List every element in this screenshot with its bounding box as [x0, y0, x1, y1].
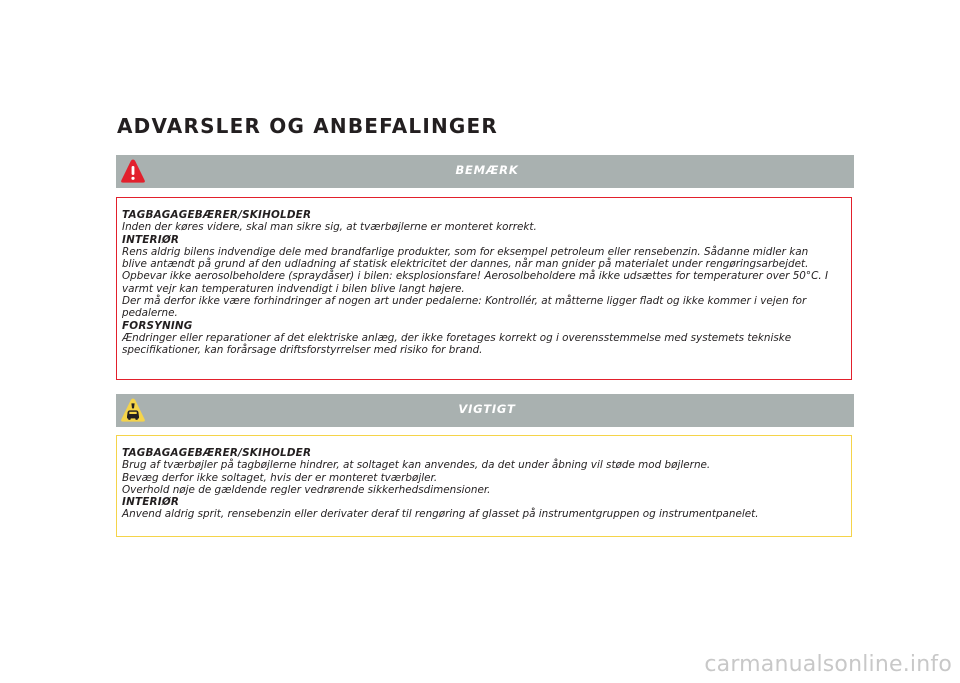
watermark: carmanualsonline.info — [704, 652, 952, 677]
paragraph-line: blive antændt på grund af den udladning af statisk elektricitet der dannes, når man gnider på materialet under rengøringsarbejdet. — [122, 258, 809, 271]
note-box-header — [116, 155, 854, 188]
paragraph-line: pedalerne. — [122, 307, 178, 320]
section-heading: FORSYNING — [122, 319, 193, 332]
section-heading: TAGBAGAGEBÆRER/SKIHOLDER — [122, 447, 312, 459]
paragraph-line: Der må derfor ikke være forhindringer af nogen art under pedalerne: Kontrollér, at måtterne ligger fladt og ikke kommer i vejen for — [122, 295, 807, 308]
paragraph-line: Rens aldrig bilens indvendige dele med brandfarlige produkter, som for eksempel petroleum eller rensebenzin. Sådanne midler kan — [122, 245, 809, 258]
important-box-body — [116, 435, 852, 537]
paragraph-line: Inden der køres videre, skal man sikre sig, at tværbøjlerne er monteret korrekt. — [122, 221, 537, 234]
paragraph-line: Ændringer eller reparationer af det elektriske anlæg, der ikke foretages korrekt og i overensstemmelse med systemets tekniske — [122, 331, 792, 344]
section-heading: INTERIØR — [122, 233, 180, 246]
paragraph-line: Overhold nøje de gældende regler vedrørende sikkerhedsdimensioner. — [122, 483, 491, 496]
paragraph-line: specifikationer, kan forårsage driftsforstyrrelser med risiko for brand. — [122, 344, 483, 357]
page-title: ADVARSLER OG ANBEFALINGER — [117, 114, 499, 138]
note-box-title: BEMÆRK — [455, 163, 519, 177]
paragraph-line: Bevæg derfor ikke soltaget, hvis der er monteret tværbøjler. — [122, 471, 438, 484]
important-box-header — [116, 394, 854, 427]
paragraph-line: Anvend aldrig sprit, rensebenzin eller derivater deraf til rengøring af glasset på instrumentgruppen og instrumentpanelet. — [122, 508, 759, 521]
section-heading: TAGBAGAGEBÆRER/SKIHOLDER — [122, 209, 312, 221]
paragraph-line: Opbevar ikke aerosolbeholdere (spraydåser) i bilen: eksplosionsfare! Aerosolbeholdere må ikke udsættes for temperaturer over 50°C. I — [122, 270, 829, 283]
note-box-body — [116, 197, 852, 380]
important-box-title: VIGTIGT — [458, 402, 516, 416]
paragraph-line: Brug af tværbøjler på tagbøjlerne hindrer, at soltaget kan anvendes, da det under åbning vil støde mod bøjlerne. — [122, 459, 711, 472]
section-heading: INTERIØR — [122, 496, 180, 509]
paragraph-line: varmt vejr kan temperaturen indvendigt i bilen blive langt højere. — [122, 282, 465, 295]
